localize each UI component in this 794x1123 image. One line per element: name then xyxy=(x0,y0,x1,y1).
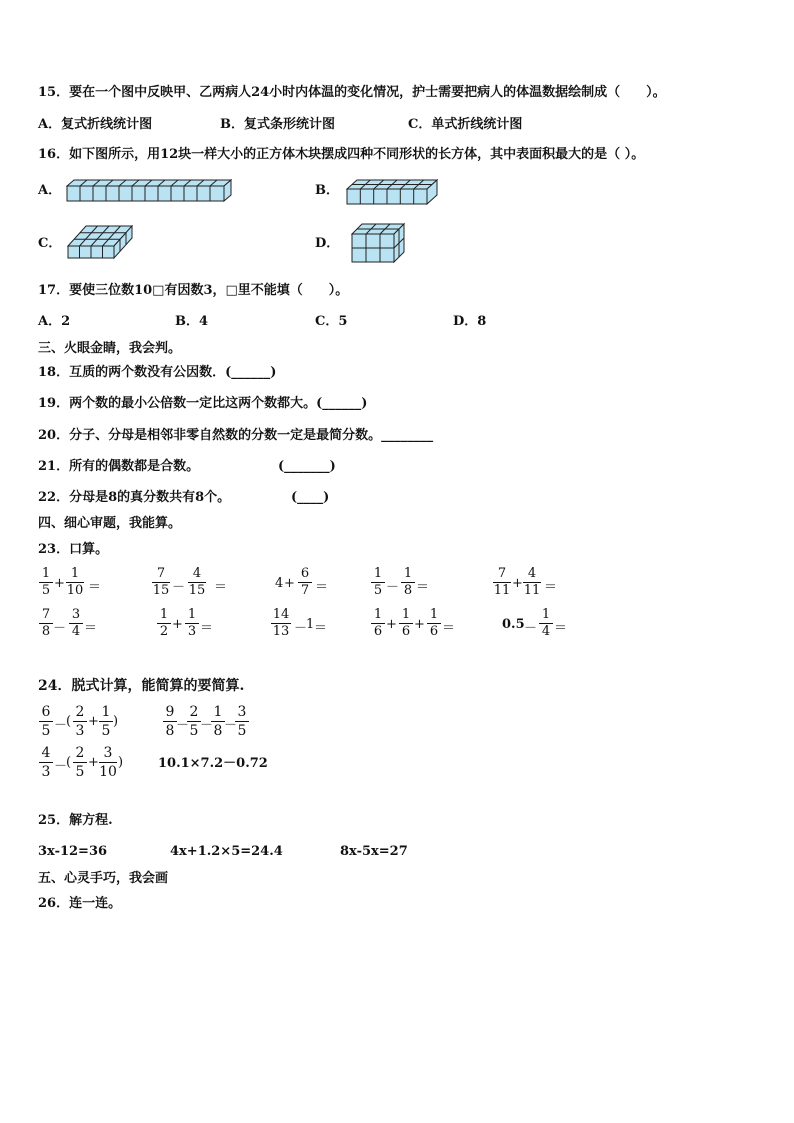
q16-option-a: A． xyxy=(38,183,62,198)
q21-text: 21．所有的偶数都是合数。 xyxy=(38,459,200,474)
q15-text: 15．要在一个图中反映甲、乙两病人24小时内体温的变化情况，护士需要把病人的体温数据绘制成（ ）。 xyxy=(38,85,666,100)
q16-text: 16．如下图所示，用12块一样大小的正方体木块摆成四种不同形状的长方体，其中表面积最大的是（ ）。 xyxy=(38,147,645,162)
q16-option-c: C． xyxy=(38,236,62,251)
equation-1: 3x-12=36 xyxy=(38,844,108,859)
cube-figure-a xyxy=(66,178,232,202)
cube-figure-d xyxy=(350,222,406,264)
section-5-heading: 五、心灵手巧，我会画 xyxy=(38,871,169,886)
q25-text: 25．解方程. xyxy=(38,813,113,828)
q22-text: 22．分母是8的真分数共有8个。 xyxy=(38,490,231,505)
q15-option-c: C．单式折线统计图 xyxy=(408,117,523,132)
q16-option-d: D． xyxy=(315,236,340,251)
q17-option-c: C．5 xyxy=(315,314,348,329)
q18-text: 18．互质的两个数没有公因数．(______) xyxy=(38,365,277,380)
q19-text: 19．两个数的最小公倍数一定比这两个数都大。(______) xyxy=(38,396,368,411)
q17-text: 17．要使三位数10□有因数3，□里不能填（ ）。 xyxy=(38,283,349,298)
q17-option-d: D．8 xyxy=(453,314,487,329)
q21-blank: (_______) xyxy=(278,459,336,474)
q17-option-a: A．2 xyxy=(38,314,71,329)
q20-text: 20．分子、分母是相邻非零自然数的分数一定是最简分数。________ xyxy=(38,428,434,443)
q15-option-b: B．复式条形统计图 xyxy=(220,117,335,132)
q22-blank: (____) xyxy=(291,490,330,505)
q26-text: 26．连一连。 xyxy=(38,896,122,911)
step-calc-4: 10.1×7.2－0.72 xyxy=(158,756,268,771)
q15-option-a: A．复式折线统计图 xyxy=(38,117,153,132)
q17-option-b: B．4 xyxy=(175,314,209,329)
cube-figure-b xyxy=(345,178,440,206)
q23-text: 23．口算。 xyxy=(38,542,109,557)
q16-option-b: B． xyxy=(315,183,339,198)
equation-3: 8x-5x=27 xyxy=(340,844,408,859)
section-3-heading: 三、火眼金睛，我会判。 xyxy=(38,341,182,356)
cube-figure-c xyxy=(66,224,134,260)
section-4-heading: 四、细心审题，我能算。 xyxy=(38,516,182,531)
q24-text: 24．脱式计算，能简算的要简算. xyxy=(38,678,245,694)
equation-2: 4x+1.2×5=24.4 xyxy=(170,844,283,859)
